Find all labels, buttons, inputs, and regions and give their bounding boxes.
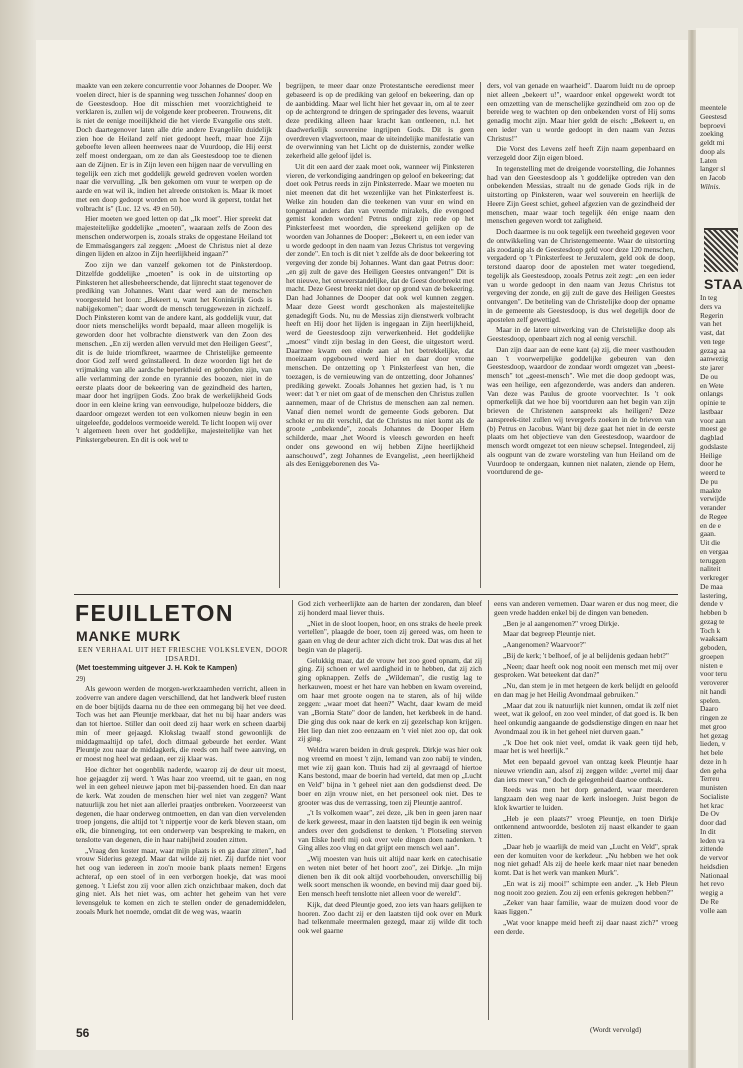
text-fragment: langer sl bbox=[700, 164, 726, 174]
story-subtitle: EEN VERHAAL UIT HET FRIESCHE VOLKSLEVEN, DOOR IDSARDI. bbox=[78, 646, 288, 663]
paragraph: „Heb je een plaats?" vroeg Pleuntje, en toen Dirkje ontkennend antwoordde, besloten zij naast elkander te gaan zitten. bbox=[494, 813, 678, 840]
text-fragment: door dad bbox=[700, 818, 727, 827]
text-fragment: zoeking bbox=[700, 129, 724, 139]
paragraph: Uit dit een aard der zaak moet ook, wanneer wij Pinksteren vieren, de verkondiging aandringen op geloof en bekeering; dat doet ook Petrus reeds in zijn Pinksterrede. Maar we moeten nu niet meenen dat dit het wezenlijke van het Pinksterfeest is. Welke zin houden dan die teekenen van vuur en wind en tongentaal anders dan van vreemde mirakels, die evengoed gemist konden worden! Petrus ondigt zijn rede op het Pinksterfeest met woorden, die spreekend gelijken op de woorden van Johannes de Dooper: „Bekeert u, en een ieder van u worde gedoopt in den naam van Jezus Christus tot vergeving der zonde". En toch is dit niet 't zelfde als de door bekeering tot vergeving der zonde bij Johannes. Want dan gaat Petrus door: „en gij zult de gave des Heiligen Geestes ontvangen!" Dit is het nieuwe, het onweerstandelijke, dat de Geest doorbreekt met macht. Deze Geest breekt niet door op grond van de bekeering. Dan had Johannes de Dooper dat ook wel kunnen zeggen. Maar deze Geest wordt geschonken als majesteitelijke genadegift Gods. Nu, nu de Messias zijn dienstwerk volbracht heeft en Hij door het lijden is ingegaan in Zijn heerlijkheid, werd de Geestesdoop zijn verwerkenheid. Het goddelijke „moest" vindt zijn beslag in den Geest, die uitgestort werd. Daarmee kwam een einde aan al het betrekkelijke, dat moeizaam opgebouwd werd hier en daar door vrome menschen. De ontzetting op 't Pinksterfeest van hen, die toezagen, is de vernieuwing van de ontzetting, door Johannes' prediking gewekt. Zooals Johannes het gezien had, is 't nu weer: dat 't er niet om gaat of de menschen den Christus zullen aannemen, maar of de Christus de menschen aan zal nemen. Vanaf dien nemel wordt de gemeente Gods geboren. Dat schokt er nu dit verschil, dat de Christus nu niet komt als de groote „onbekende", zooals Johannes de Dooper Hem schilderde, maar „het Woord is vleesch geworden en heeft onder ons gewoond en wij hebben Zijne heerlijkheid aanschouwd", zegt Johannes de Evangelist, „een heerlijkheid als des Eeniggeborenen des Va- bbox=[286, 161, 474, 469]
text-fragment: De Ov bbox=[700, 809, 720, 819]
paragraph: „'t Is volkomen waar", zei deze, „ik ben in geen jaren naar de kerk geweest, maar in den laatsten tijd begin ik een weinig anders over den godsdienst te denken. 't Plotseling sterven van Elske heeft mij ook over vele dingen doen nadenken. 't Ging alles zoo vlug en dat grijpt een mensch wel aan". bbox=[298, 808, 482, 853]
feuilleton-heading: FEUILLETON bbox=[75, 600, 234, 626]
column-divider bbox=[488, 600, 489, 1020]
text-fragment: nit handi bbox=[700, 686, 727, 696]
paragraph: Hoe dichter het oogenblik naderde, waarop zij de deur uit moest, hoe gejaagder zij werd. 't Was haar zoo vreemd, uit te gaan, en nog wel in een geheel nieuwe japon met bij-passenden hoed. En dan naar de kerk. Wat zouden de menschen hier wel niet van zeggen? Want natuurlijk zou het niet aan allerlei praatjes ontbreken. Voorzeeerst van degenen, die haar onderweg ontmoetten, en dan van dien vervelenden troep jongens, die altijd tot 't nippertje voor de kerk bleven staan, om elk, die binnenging, tot een onderwerp van bespreking te maken, en tenslotte van degenen, die in haar nabijheid zouden zitten. bbox=[76, 764, 286, 844]
text-fragment: munisten bbox=[700, 783, 728, 792]
text-fragment: van het bbox=[700, 319, 722, 329]
text-fragment: heidsdien bbox=[700, 861, 729, 871]
text-fragment: lastbaar bbox=[700, 406, 723, 416]
book-binding-shadow bbox=[0, 0, 36, 1068]
text-fragment: wegig a bbox=[700, 888, 724, 897]
paragraph: eens van anderen vernemen. Daar waren er dus nog meer, die geen vrede hadden enkel bij de dingen van beneden. bbox=[494, 599, 678, 617]
text-fragment: ven tege bbox=[700, 336, 725, 346]
text-fragment: de Regee bbox=[700, 511, 728, 521]
text-fragment: Terreu bbox=[700, 774, 720, 784]
text-fragment: lieden, v bbox=[700, 739, 726, 749]
section-divider bbox=[74, 594, 678, 595]
text-fragment: door he bbox=[700, 459, 723, 469]
text-fragment: weerd te bbox=[700, 468, 726, 477]
paragraph: Weldra waren beiden in druk gesprek. Dirkje was hier ook nog vreemd en moest 't zijn, lemand van zoo nabij te vinden, met wie zij gaan kon. Thuis had zij al gevraagd of hiertoe Kans bestond, maar de boerin had verteld, dat men op „Lucht en Veld" bijna in 't geheel niet aan den godsdienst deed. De boer en zijn vrouw niet, en het personeel ook niet. Des te grooter was dus de verrassing, toen zij Pleuntje aantrof. bbox=[298, 745, 482, 807]
text-fragment: en Wete bbox=[700, 380, 724, 390]
text-fragment: leden va bbox=[700, 835, 725, 845]
text-fragment: voor aan bbox=[700, 415, 726, 425]
article-column-1 bbox=[76, 82, 272, 588]
text-fragment: De ou bbox=[700, 371, 718, 381]
text-fragment: het krac bbox=[700, 800, 724, 810]
text-fragment: en de e bbox=[700, 520, 721, 530]
text-fragment: Daaro bbox=[700, 704, 719, 714]
text-fragment: aanwezig bbox=[700, 354, 728, 364]
to-be-continued: (Wordt vervolgd) bbox=[590, 1025, 642, 1034]
article-column-2 bbox=[286, 82, 474, 588]
text-fragment: Regerin bbox=[700, 310, 724, 320]
paragraph: Reeds was men het dorp genaderd, waar meerderen langzaam den weg naar de kerk insloegen. Juist begon de klok kwartier te luiden. bbox=[494, 785, 678, 812]
text-fragment: verwijde bbox=[700, 494, 726, 504]
paragraph: ders, vol van genade en waarheid". Daarom luidt nu de oproep niet alleen „bekeert u!", waardoor enkel opgewekt wordt tot een omzetting van de menschelijke gezindheid om zoo op de bereide weg te wachten op den onbekenden vorst of Hij soms genadig mocht zijn. Maar hier geldt de eisch: „Bekeert u, en een ieder van u worde gedoopt in den naam van Jezus Christus!" bbox=[487, 81, 675, 143]
paragraph: „Niet in de sloot loopen, hoor, en ons straks de heele preek vertellen", plaagde de boer, toen zij gereed was, om heen te gaan en vlug de deur achter zich dicht trok. Dat was dus al het begin van de plagerij. bbox=[298, 618, 482, 654]
text-fragment: zittende bbox=[700, 844, 724, 854]
article-column-3 bbox=[487, 82, 675, 588]
text-fragment: Uit die bbox=[700, 538, 721, 547]
text-fragment: Nationaal bbox=[700, 870, 729, 880]
text-fragment: meentele bbox=[700, 103, 727, 112]
text-fragment: den geha bbox=[700, 765, 727, 775]
text-fragment: met groo bbox=[700, 721, 727, 731]
text-fragment: nisten e bbox=[700, 660, 723, 670]
text-fragment: lastering, bbox=[700, 590, 728, 600]
column-divider bbox=[279, 82, 280, 588]
text-fragment: het revo bbox=[700, 879, 725, 889]
paragraph: Kijk, dat deed Pleuntje goed, zoo iets van haars gelijken te hooren. Zoo dacht zij er den laatsten tijd ook over en Murk had telkenmale meermalen gezegd, maar zij wilde dit toch ook wel gaarne bbox=[298, 899, 482, 935]
paragraph: Maar dat begreep Pleuntje niet. bbox=[503, 629, 596, 639]
column-divider bbox=[292, 600, 293, 1020]
text-fragment: vast, dat bbox=[700, 328, 725, 337]
story-title: MANKE MURK bbox=[76, 628, 182, 644]
paragraph: Met een bepaald gevoel van ontzag keek Pleuntje haar nieuwe vriendin aan, alsof zij zeggen wilde: „vertel mij daar dan iets meer van," doch de gelegenheid daartoe ontbrak. bbox=[494, 757, 678, 784]
text-fragment: en vergaa bbox=[700, 546, 729, 556]
text-fragment: In dit bbox=[700, 826, 716, 836]
feuilleton-column-2 bbox=[298, 600, 482, 1020]
text-fragment: dagblad bbox=[700, 433, 724, 442]
paragraph: „Wat voor knappe meid heeft zij daar naast zich?" vroeg een derde. bbox=[494, 917, 678, 936]
text-fragment: volle aan bbox=[700, 905, 727, 915]
text-fragment: In teg bbox=[700, 293, 718, 302]
text-fragment: hebben b bbox=[700, 608, 727, 617]
paragraph: „Daar heb je waarlijk de meid van „Lucht en Veld", sprak een der komuiten voor de kerkdeur. „Nu hebben we het ook nog niet gehad! Als zij de heele kerk maar niet naar beneden komt. Dat is het werk van manken Murk". bbox=[494, 841, 678, 877]
text-fragment: De maa bbox=[700, 581, 723, 591]
adjacent-page bbox=[696, 28, 743, 1068]
text-fragment: deze in h bbox=[700, 756, 727, 766]
page-gutter bbox=[688, 30, 696, 1068]
paragraph: Als gewoon werden de morgen-werkzaamheden verricht, alleen in zoóverre van andere dagen verschillend, dat het landwerk bleef rusten en de boer bijtijds daarna nu de thee een ommegang bij het vee deed. Toch was het aan Pleuntje merkbaar, dat het nu bij haar anders was dan tot hiertoe. Stiller dan ooit deed zij haar werk en scheen daarbij min of meer gejaagd. Klokslag twaalf stond gewoonlijk de middagmaaltijd op tafel, doch ditmaal gebeurde het eerder. Want Pleuntje zou naar de middagkerk, die reeds om half twee aanving, en er moest nog heel wat gedaan, eer zij klaar was. bbox=[76, 684, 286, 763]
text-fragment: geboden, bbox=[700, 643, 727, 652]
paragraph: God zich verheerlijkte aan de harten der zondaren, dan bleef zij honderd maal liever thuis. bbox=[298, 599, 482, 617]
paragraph: In tegenstelling met de dreigende voorstelling, die Johannes had van den Geestesdoop als 't goddelijke optreden van den onbekenden Messias, straalt nu de genade Gods rijk in de uitstorting op Pinksteren, waar wel souverein en heerlijk de Heere Zijn Geest schiet, geheel afgezien van de gezindheid der menschen, maar waar toch tegelijk één enige naam den menschen gegeven wordt tot zaligheid. bbox=[487, 163, 675, 226]
text-fragment: Heilige bbox=[700, 450, 722, 460]
paragraph: „Neen; daar heeft ook nog nooit een mensch met mij over gesproken. Wat beteekent dat dan?" bbox=[494, 661, 678, 680]
text-fragment: godslaste bbox=[700, 441, 728, 451]
text-fragment: veroverer bbox=[700, 678, 729, 687]
text-fragment: ders va bbox=[700, 301, 722, 311]
adjacent-top-text bbox=[700, 104, 727, 192]
text-fragment: gezag aa bbox=[700, 345, 726, 355]
text-fragment: opinie te bbox=[700, 398, 726, 407]
paragraph: „Ben je al aangenomen?" vroeg Dirkje. bbox=[503, 618, 620, 628]
text-fragment: het gezag bbox=[700, 730, 729, 740]
paragraph: begrijpen, te meer daar onze Protestantsche eeredienst meer gebaseerd is op de prediking van geloof en bekeering, dan op de aanbidding. Maar wel licht hier het gevaar in, om al te zeer op de achtergrond te dringen de springader des levens, waaruit deze prediking alleen haar kracht kan ontleenen, n.l. het daadwerkelijk souvereine ingrijpen Gods. Dit is geen overdreven vlagvertoon, maar de uiteindelijke manifestatie van de overwinning van het Licht op de duisternis, zonder welke zekerheid alle geloof ijdel is. bbox=[286, 81, 474, 160]
text-fragment: en Jacob bbox=[700, 173, 726, 182]
text-fragment: De pu bbox=[700, 476, 718, 486]
text-fragment: maakte bbox=[700, 485, 722, 495]
text-fragment: De Re bbox=[700, 896, 719, 906]
paragraph: Maar in de latere uitwerking van de Christelijke doop als Geestesdoop, openbaart zich nog al eenig verschil. bbox=[487, 325, 675, 343]
paragraph: Dan zijn daar aan de eene kant (a) zij, die meer vasthouden aan 't voorwerpelijke goddelijke gebeuren van den Geestesdoop, waardoor de zondaar wordt omgezet van „beest-mensch" tot „geest-mensch". Wie met die doop gedoopt was, was een heilige, een afgezonderde, was anders dan anderen. Van deze was Paulus de groote voorvechter. Is 't ook opmerkelijk dat we hoe bij voortduren aan het begin van zijn brieven de Christenen aanspreekt als heiligen? Deze aanspreek-titel zullen wij tevergeefs zoeken in de brieven van (b) Petrus en Jacobus. Want bij deze gaat het niet in de eerste plaats om het objectieve van den Geestesdoop, waardoor de mensch wordt omgezet tot een nieuw schepsel. Integendeel, zij als oogpunt van de zware worsteling van hun Heiland om de Vuurdoop te ondergaan, kunnen niet nalaten, ziende op Hem, voortdurend de ge- bbox=[487, 344, 675, 477]
paragraph: „'k Doe het ook niet veel, omdat ik vaak geen tijd heb, maar het is wel heerlijk." bbox=[494, 737, 678, 756]
page-number: 56 bbox=[76, 1026, 90, 1040]
text-fragment: teruggen bbox=[700, 555, 726, 565]
text-fragment: beproevi bbox=[700, 120, 726, 130]
text-fragment: waaksam bbox=[700, 634, 728, 644]
paragraph: „Aangenomen? Waarvoor?" bbox=[503, 640, 586, 649]
text-fragment: Geestesd bbox=[700, 111, 727, 121]
paragraph: maakte van een zekere concurrentie voor Johannes de Dooper. We voelen direct, hier is de spanning weg tusschen Johannes' doop en de Geestesdoop. Hoe dit misschien met voorzichtigheid te verklaren is, zullen wij de volgende keer probeeren. Trouwens, dit is niet de eenige moeilijkheid die het vierde Evangelie ons stelt. Doch daartegenover laten alle drie andere Evangeliën duidelijk zien hoe de Heiland zelf niet gedoopt heeft, maar hoe Zijn geboefte leven alleen heenwees naar de Vuurdoop, die Hij eerst zelf moest ondergaan, om ze dan als Geestesdoop toe te dienen aan de Zijnen. Er is in Zijn leven een hijgen naar de vervulling en tegelijk een zich met goddelijk geweld gedreven voelen worden naar die vervulling. „Ik ben gekomen om vuur te werpen op de aarde en wat wil ik, indien het alreede ontstoken is. Maar ik moet met een doop gedoopt worden en hoe word ik geperst, totdat het volbracht is" (Luc. 12 vs. 49 en 50). bbox=[76, 81, 272, 213]
text-fragment: de vervor bbox=[700, 853, 729, 862]
text-fragment: doop als bbox=[700, 146, 725, 156]
paragraph: „Nu, dan stem je in met hetgeen de kerk belijdt en geloofd en dan mag je het Heilig Avondmaal gebruiken." bbox=[494, 681, 678, 699]
column-divider bbox=[480, 82, 481, 588]
paragraph: „Bij de kerk; 't belhoef, of je al belijdenis gedaan hebt?" bbox=[503, 650, 669, 660]
feuilleton-column-1 bbox=[76, 685, 286, 1021]
paragraph: „En wat is zij mooi!" schimpte een ander. „'k Heb Pleun nog nooit zoo gezien. Zou zij een erfenis gekregen hebben?" bbox=[494, 878, 678, 897]
paragraph: Doch daarmee is nu ook tegelijk een tweeheid gegeven voor de ontwikkeling van de Christengemeente. Waar de uitstorting als zoodanig als de Geestesdoop geld voor deze 120 menschen, vergaderd op 't Pinksterfeest te Jeruzalem, geld ook de doop, terstond daarop door de apostelen met water toegediend, tegelijk als Geestesdoop, zooals Petrus zeit zegt: „en een ieder van u worde gedoopt in den naam van Jezus Christus tot vergeving der zonde, en gij zult de gave des Heiligen Geestes ontvangen". De betiteling van de Christelijke doop der opname in de gemeente als Geestesdoop, is dus wel degelijk door de apostelen zelf gewettigd. bbox=[487, 227, 675, 324]
text-fragment: ste jarer bbox=[700, 363, 724, 372]
text-fragment: verkreger bbox=[700, 573, 729, 582]
text-fragment: Laten bbox=[700, 155, 717, 165]
text-fragment: groepen bbox=[700, 651, 724, 661]
text-fragment: gaan. bbox=[700, 529, 716, 539]
text-fragment: verander bbox=[700, 503, 726, 512]
text-fragment: Socialiste bbox=[700, 791, 729, 801]
paragraph: „Maar dat zou ik natuurlijk niet kunnen, omdat ik zelf niet weet, wat ik geloof, en zoo veel minder, of dat goed is. Ik ben heel onkundig aangaande de godsdienstige dingen en naar het Avondmaal zou ik in het geheel niet durven gaan." bbox=[494, 700, 678, 736]
paragraph: „Zeker van haar familie, waar de muizen dood voor de kaas liggen." bbox=[494, 898, 678, 916]
text-fragment: gezag te bbox=[700, 616, 725, 626]
text-fragment: geldt mi bbox=[700, 138, 725, 147]
paragraph: Gelukkig maar, dat de vrouw het zoo goed opnam, dat zij ging. Zij schoen er wel aardigheid in te hebben, dat zij zich ging opknappen. Zelfs de „Wildeman", die rustig lag te herkauwen, moest er het hare van hebben en kwam overeind, om haar met groote oogen na te staren, als of hij wilde zeggen: „waar moet dat heen?" Wacht, daar kwam de meid van „Bornia State" door de landen, het kerkbeek in de hand. Die ging dus ook naar de kerk en zij gezelschap kon krijgen. Het liep dan niet zoo eenzaam en 't viel niet zoo op, dat ook zij ging. bbox=[298, 655, 482, 744]
text-fragment: Toch k bbox=[700, 625, 721, 635]
text-fragment: naliteit bbox=[700, 564, 721, 574]
story-credit: (Met toestemming uitgever J. H. Kok te Kampen) bbox=[76, 665, 238, 672]
paragraph: Zoo zijn we dan vanzelf gekomen tot de Pinksterdoop. Ditzelfde goddelijke „moeten" is ook in de uitstorting op Pinksteren het allesbeheerschende, dat lijnrecht staat tegenover de prediking van Johannes. Want daar werd aan de menschen voorgesteld het loon: „Bekeert u, want het Koninkrijk Gods is nabijgekomen"; daar wordt de mensch teruggewezen in zichzelf. Doch Pinksteren komt van de andere kant, als goddelijk vuur, dat door niets menschelijks wordt bepaald, maar alleen mogelijk is geworden door het volbrachte dienstwerk van den Zoon des menschen. „En zij werden allen vervuld met den Heiligen Geest", dit is de luide triomfkreet, waarmee de Christelijke gemeente door God zelf werd geïnstalleerd. In deze woorden ligt het de vrijmaking van alle aardsche beperktheid en gebonden zijn, van alle verlamming der zonde en tyrannie des boozen, niet in de eerste plaats door de bekeering van de gezindheid des harten, maar door het ingrijpen Gods. Zoo brak de werkelijkheid Gods door in een kleine kring van eenvoudige, hulpelooze bidders, die daardoor omgezet werden tot een volkomen nieuw begin in een uitgeleefde, goddeloos vermoeide wereld. Te licht loopen wij over 't algemeen heen over het goddelijke, majesteitelijke van het Pinkstergebeuren. En dit is ook wel te bbox=[76, 260, 272, 444]
text-fragment: ringen ze bbox=[700, 713, 728, 722]
decorative-block bbox=[704, 228, 738, 272]
paragraph: „Vraag den koster maar, waar mijn plaats is en ga daar zitten", had vrouw Siderius gezegd. Maar dat wilde zij niet. Zij durfde niet voor het oog van iedereen in zoo'n mooie bank plaats nemen! Ergens achteraf, op een stoel of in een verborgen hoekje, dat was mooi genoeg. 't Liefst zou zij voor allen zich onzichtbaar maken, doch dat ging niet. Als het niet was, om achter het geheim van het vere levensgeluk te komen en zich te stellen onder de genademiddelen, zooals Murk het noemde, omdat dit de weg was, waarin bbox=[76, 845, 286, 916]
paragraph: Hier moeten we goed letten op dat „Ik moet". Hier spreekt dat majesteitelijke goddelijke „moeten", waaraan zelfs de Zoon des menschen onderworpen is, zooals straks de opgestane Heiland tot de Emmaüsgangers zal zeggen: „Moest de Christus niet al deze dingen lijden en alzoo in Zijn heerlijkheid ingaan?" bbox=[76, 214, 272, 259]
paragraph: „Wij moesten van huis uit altijd naar kerk en catechisatie en weten niet beter of het hoort zoo", zei Dirkje. „In mijn dienen ben ik dit ook altijd voorbehouden, onverschillig bij welk soort menschen ik woonde, en bevind mij daar goed bij. Een mensch heeft tenslotte niet alleen voor de wereld". bbox=[298, 854, 482, 898]
paragraph: Die Vorst des Levens zelf heeft Zijn naam gepenbaard en verzegeld door Zijn eigen bloed. bbox=[487, 144, 675, 162]
feuilleton-column-3 bbox=[494, 600, 678, 1020]
text-fragment: het bele bbox=[700, 748, 724, 757]
text-fragment: voor teru bbox=[700, 669, 727, 679]
text-fragment: Wilnis. bbox=[700, 181, 721, 191]
installment-number: 29) bbox=[76, 675, 86, 683]
text-fragment: dende v bbox=[700, 599, 724, 609]
adjacent-bottom-text bbox=[700, 294, 729, 915]
text-fragment: spelen. bbox=[700, 695, 721, 705]
text-fragment: onlangs bbox=[700, 389, 723, 399]
text-fragment: moest ge bbox=[700, 424, 727, 434]
adjacent-heading: STAA bbox=[704, 276, 743, 292]
